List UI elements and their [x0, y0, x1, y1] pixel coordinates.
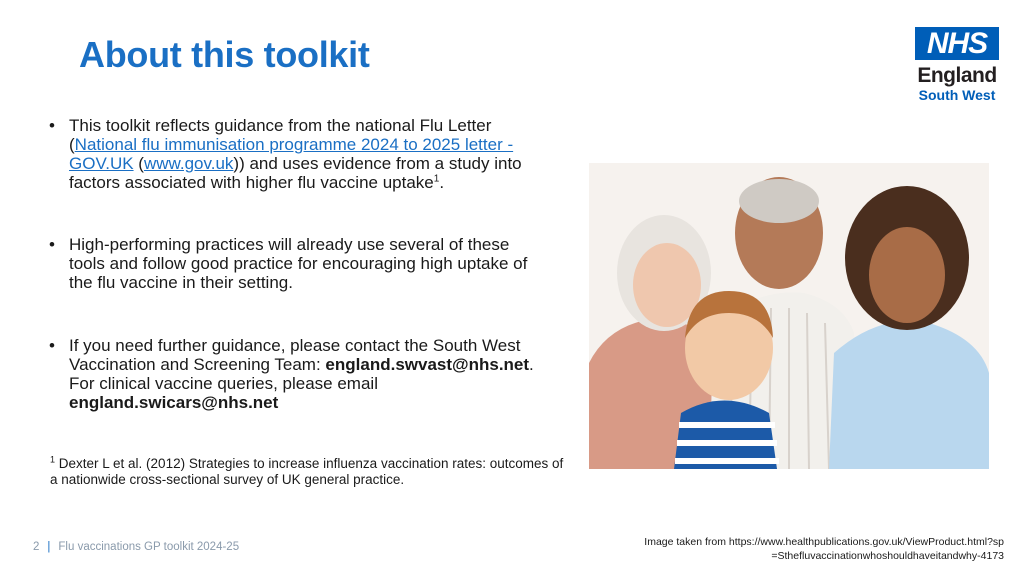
logo-region-line2: South West — [918, 87, 996, 103]
bullet-text: )) and uses evidence from a study into factors associated with higher flu vaccine uptake — [69, 154, 522, 192]
footer-doc-title: Flu vaccinations GP toolkit 2024-25 — [58, 541, 240, 553]
nhs-logo — [914, 27, 1000, 102]
flu-letter-link[interactable]: National flu immunisation programme 2024 to 2025 letter - GOV.UK — [69, 135, 514, 173]
slide-footer — [33, 541, 239, 553]
footnote-text: Dexter L et al. (2012) Strategies to increase influenza vaccination rates: outcomes of a nationwide cross-sectional survey of UK general practice. — [50, 456, 564, 487]
footer-separator: | — [47, 541, 51, 553]
bullet-text: This toolkit reflects guidance from the national Flu Letter ( — [69, 116, 492, 154]
bullet-text: If you need further guidance, please contact the South West Vaccination and Screening Team: — [69, 336, 521, 374]
bullet-text: . For clinical vaccine queries, please email — [69, 355, 534, 393]
footnote — [50, 456, 570, 488]
family-photo — [589, 163, 989, 469]
nhs-logo-box: NHS — [915, 27, 999, 60]
page-number: 2 — [33, 541, 40, 553]
bullet-text: ( — [133, 154, 144, 173]
swvast-email: england.swvast@nhs.net — [325, 355, 530, 374]
slide-title: About this toolkit — [79, 34, 370, 75]
logo-region-line1: England — [917, 64, 997, 87]
bullet-further-guidance — [48, 336, 548, 412]
gov-uk-link[interactable]: www.gov.uk — [143, 154, 234, 173]
footnote-ref: 1 — [433, 173, 440, 185]
bullet-text: . — [439, 173, 445, 192]
footnote-number: 1 — [50, 454, 56, 465]
swicars-email: england.swicars@nhs.net — [69, 393, 279, 412]
bullet-toolkit-guidance — [48, 116, 548, 192]
bullet-text: High-performing practices will already use several of these tools and follow good practice for encouraging high uptake of the flu vaccine in their setting. — [69, 235, 528, 292]
bullet-list — [48, 116, 548, 412]
family-photo-illustration — [589, 163, 989, 469]
bullet-high-performing — [48, 235, 548, 292]
image-credit: Image taken from https://www.healthpublications.gov.uk/ViewProduct.html?sp =Sthefluvaccinationwhoshouldhaveitandwhy-4173 — [644, 536, 1004, 562]
